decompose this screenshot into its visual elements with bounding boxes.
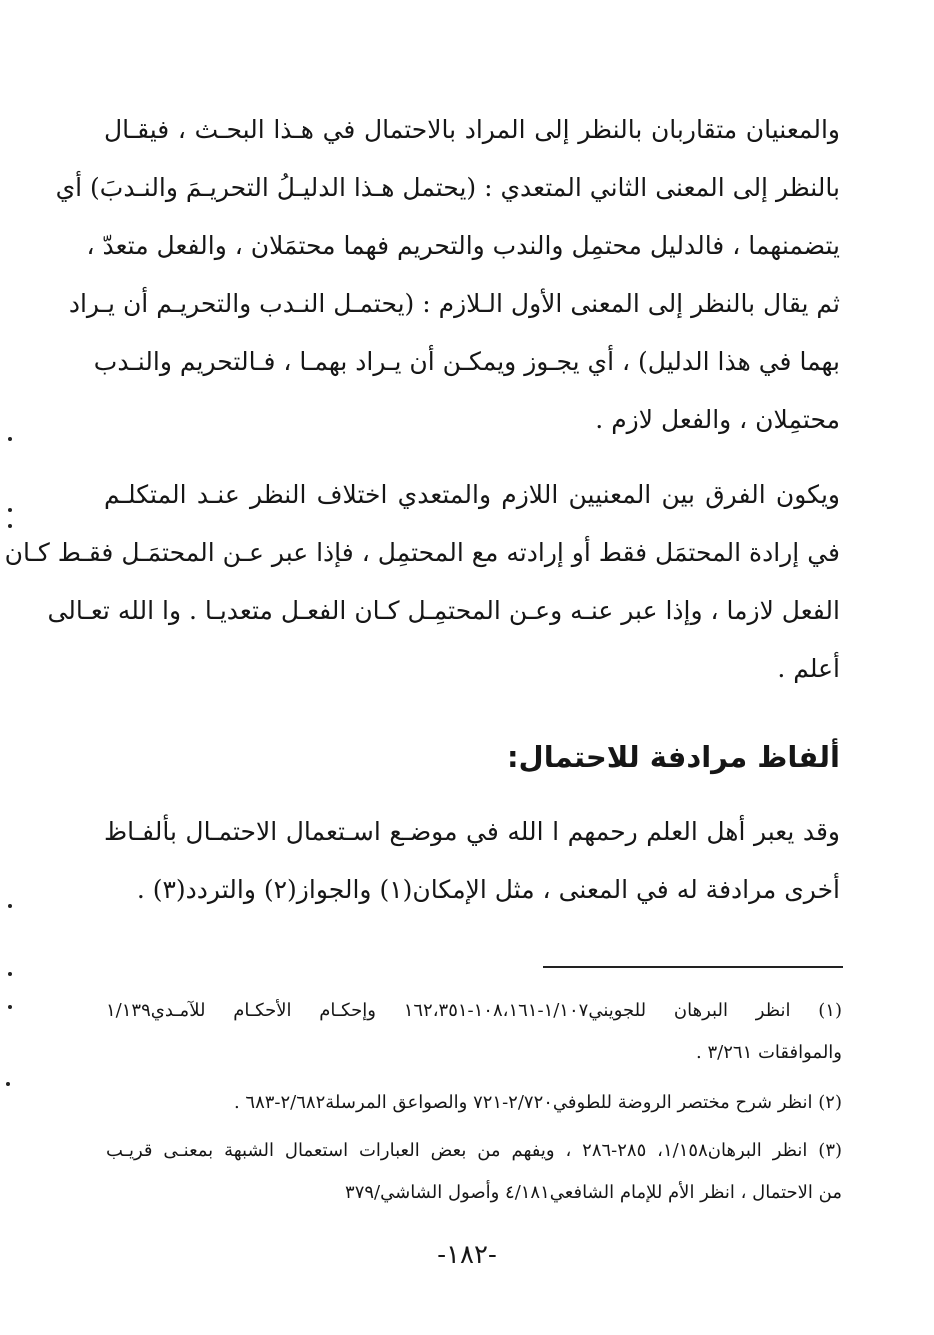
scan-speck (8, 524, 12, 528)
scan-speck (8, 1005, 12, 1009)
text-line: ثم يقال بالنظر إلى المعنى الأول الـلازم : (يحتمـل النـدب والتحريـم أن يـراد (68, 289, 840, 318)
text-line: والمعنيان متقاربان بالنظر إلى المراد بالاحتمال في هـذا البحـث ، فيقـال (104, 115, 840, 144)
text-line: ويكون الفرق بين المعنيين اللازم والمتعدي اختلاف النظر عنـد المتكلـم (104, 480, 840, 509)
text-line: بالنظر إلى المعنى الثاني المتعدي : (يحتمل هـذا الدليـلُ التحريـمَ والنـدبَ) أي (55, 173, 840, 202)
footnote-line: (١) انظر البرهان للجويني١/١٠٧-١٠٨،١٦١-١٦٢،٣٥١ وإحكـام الأحكـام للآمـدي١/١٣٩ (106, 1000, 842, 1021)
text-line: أخرى مرادفة له في المعنى ، مثل الإمكان(١) والجواز(٢) والتردد(٣) . (136, 875, 840, 904)
footnote-line: (٢) انظر شرح مختصر الروضة للطوفي٢/٧٢٠-٧٢١ والصواعق المرسلة٢/٦٨٢-٦٨٣ . (233, 1092, 842, 1113)
text-line: محتمِلان ، والفعل لازم . (595, 405, 840, 434)
scan-speck (8, 437, 12, 441)
scan-speck (6, 1082, 10, 1086)
scan-speck (8, 508, 12, 512)
text-line: بهما في هذا الدليل) ، أي يجـوز ويمكـن أن يـراد بهمـا ، فـالتحريم والنـدب (93, 347, 840, 376)
footnote-line: من الاحتمال ، انظر الأم للإمام الشافعي٤/١٨١ وأصول الشاشي/٣٧٩ (345, 1182, 842, 1203)
scan-speck (8, 972, 12, 976)
footnote-line: والموافقات ٣/٢٦١ . (696, 1042, 842, 1063)
page-number: -١٨٢- (437, 1240, 497, 1270)
section-heading: ألفاظ مرادفة للاحتمال: (506, 740, 840, 774)
scan-speck (8, 904, 12, 908)
text-line: وقد يعبر أهل العلم رحمهم ا الله في موضـع اسـتعمال الاحتمـال بألفـاظ (104, 817, 840, 846)
text-line: يتضمنهما ، فالدليل محتمِل والندب والتحريم فهما محتمَلان ، والفعل متعدّ ، (86, 231, 840, 260)
footnote-separator (543, 966, 843, 968)
text-line: أعلم . (777, 654, 840, 683)
text-line: الفعل لازما ، وإذا عبر عنـه وعـن المحتمِـل كـان الفعـل متعديـا . وا الله تعـالى (47, 596, 840, 625)
footnote-line: (٣) انظر البرهان١/١٥٨، ٢٨٥-٢٨٦ ، ويفهم من بعض العبارات استعمال الشبهة بمعنـى قريـب (106, 1140, 843, 1161)
text-line: في إرادة المحتمَل فقط أو إرادته مع المحتمِل ، فإذا عبر عـن المحتمَـل فقـط كـان (4, 538, 840, 567)
